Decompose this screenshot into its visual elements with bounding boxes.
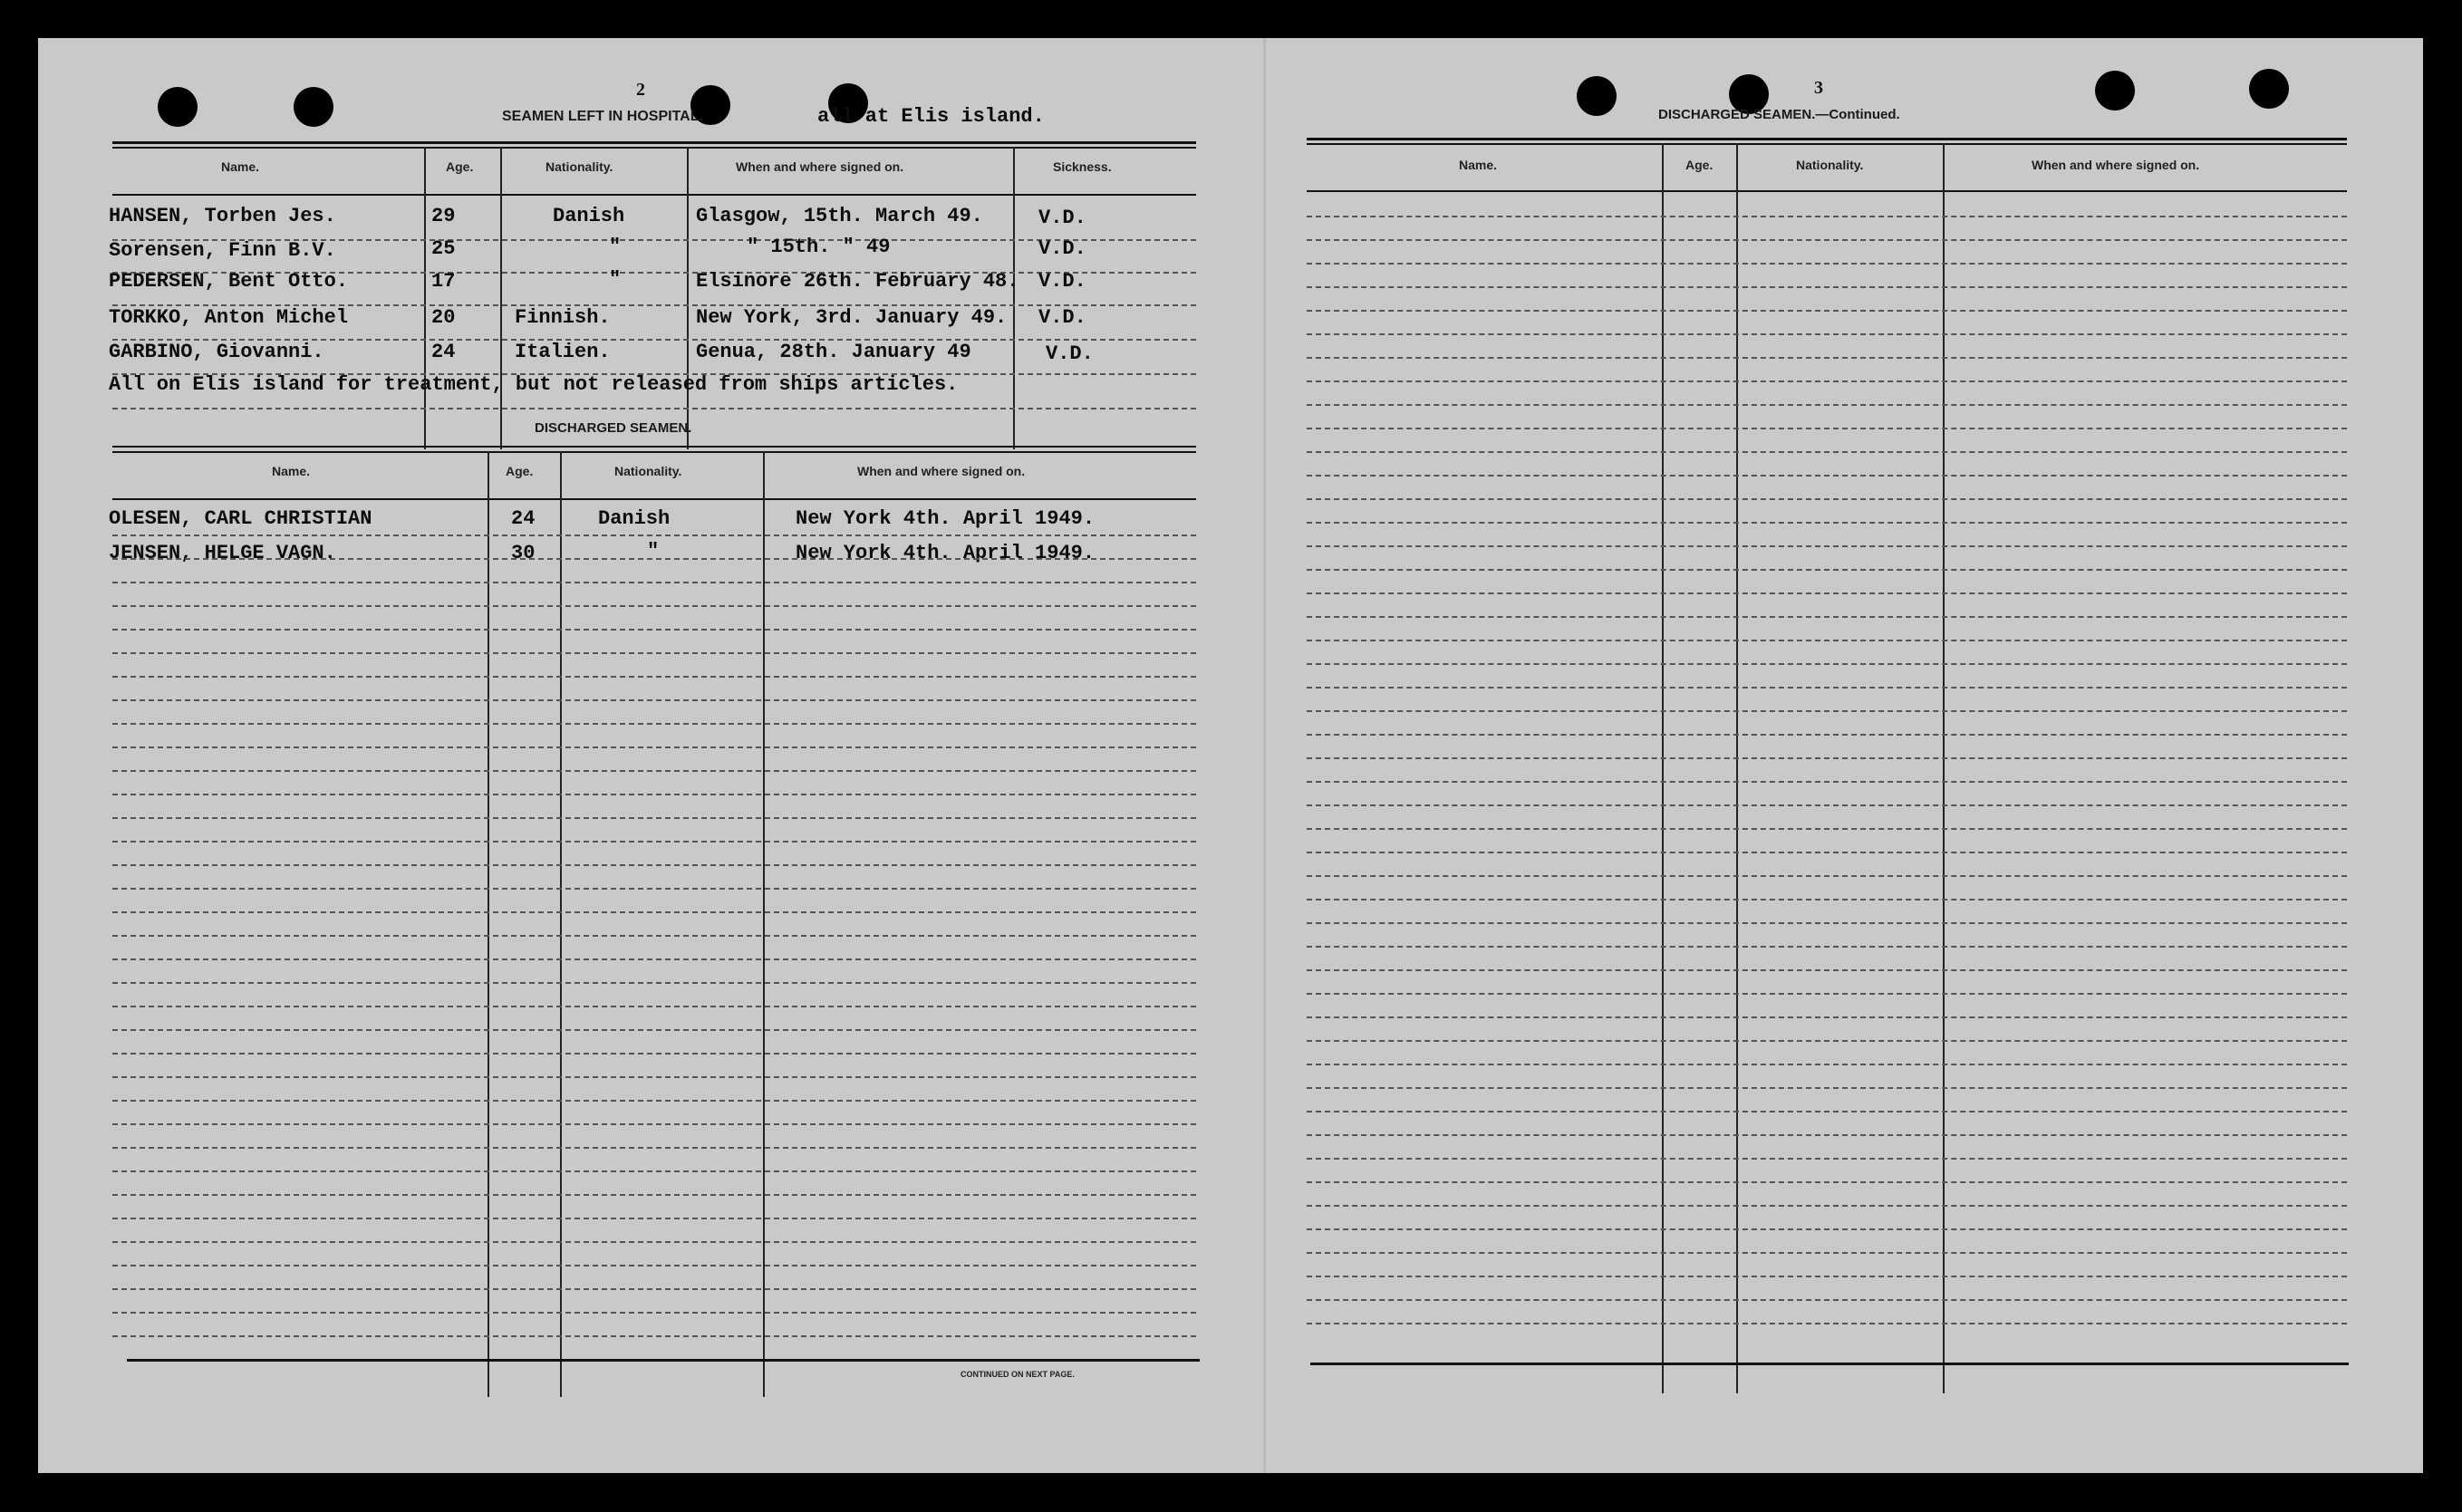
punch-hole — [2249, 69, 2289, 109]
continued-note: CONTINUED ON NEXT PAGE. — [961, 1370, 1075, 1379]
row-line — [1307, 616, 2347, 618]
hospital-title: SEAMEN LEFT IN HOSPITAL. — [502, 109, 703, 124]
document-sheet — [38, 38, 2423, 1473]
row-line — [1307, 263, 2347, 265]
row-line — [1307, 1158, 2347, 1160]
hospital-row-nationality: Finnish. — [515, 306, 611, 329]
row-line — [112, 558, 1196, 560]
discharged-row-signed: New York 4th. April 1949. — [796, 542, 1096, 564]
row-line — [1307, 993, 2347, 995]
row-line — [1307, 1323, 2347, 1324]
row-line — [1307, 969, 2347, 971]
row-line — [1307, 1228, 2347, 1230]
row-line — [112, 1076, 1196, 1078]
row-line — [1307, 828, 2347, 830]
row-line — [1307, 1040, 2347, 1042]
discharged-row-signed: New York 4th. April 1949. — [796, 507, 1096, 530]
page-number: 2 — [636, 80, 645, 100]
row-line — [1307, 1016, 2347, 1018]
col-divider — [424, 147, 426, 449]
row-line — [1307, 1064, 2347, 1065]
row-line — [1307, 946, 2347, 948]
rule — [127, 1359, 1200, 1362]
discharged-row-nationality: " — [647, 540, 660, 563]
row-line — [112, 817, 1196, 819]
row-line — [1307, 1134, 2347, 1136]
hospital-row-sickness: V.D. — [1038, 270, 1086, 293]
hospital-row-nationality: Italien. — [515, 341, 611, 363]
row-line — [1307, 310, 2347, 312]
row-line — [1307, 475, 2347, 477]
row-line — [112, 1265, 1196, 1266]
row-line — [112, 982, 1196, 984]
row-line — [112, 1123, 1196, 1125]
rule — [1310, 1363, 2349, 1365]
col-divider — [560, 451, 562, 1397]
row-line — [1307, 498, 2347, 500]
hospital-row-signed: Genua, 28th. January 49 — [696, 341, 971, 363]
row-line — [1307, 428, 2347, 429]
col-age: Age. — [1685, 158, 1714, 172]
rule — [112, 147, 1196, 149]
hospital-row-name: Sorensen, Finn B.V. — [109, 239, 336, 262]
rule — [112, 141, 1196, 144]
row-line — [112, 408, 1196, 409]
row-line — [1307, 852, 2347, 853]
discharged-row-nationality: Danish — [598, 507, 671, 530]
row-line — [1307, 1276, 2347, 1277]
hospital-footnote: All on Elis island for treatment, but not released from ships articles. — [109, 373, 959, 396]
hospital-row-age: 20 — [431, 306, 456, 329]
row-line — [112, 888, 1196, 890]
col-divider — [763, 451, 765, 1397]
rule — [1307, 143, 2347, 145]
page-number: 3 — [1814, 78, 1823, 98]
punch-hole — [294, 87, 333, 127]
punch-hole — [1577, 76, 1617, 116]
row-line — [1307, 734, 2347, 736]
row-line — [1307, 804, 2347, 806]
col-divider — [687, 147, 689, 449]
hospital-row-name: PEDERSEN, Bent Otto. — [109, 270, 349, 293]
col-signed: When and where signed on. — [736, 159, 904, 174]
row-line — [1307, 592, 2347, 594]
row-line — [112, 935, 1196, 937]
page-fold — [1263, 38, 1266, 1473]
col-divider — [488, 451, 489, 1397]
row-line — [112, 746, 1196, 748]
row-line — [112, 1218, 1196, 1219]
col-divider — [500, 147, 502, 449]
row-line — [1307, 404, 2347, 406]
discharged-row-age: 24 — [511, 507, 536, 530]
row-line — [1307, 357, 2347, 359]
hospital-row-nationality: " — [609, 268, 622, 291]
row-line — [1307, 899, 2347, 900]
row-line — [112, 1170, 1196, 1172]
row-line — [112, 652, 1196, 654]
row-line — [1307, 922, 2347, 924]
punch-hole — [2095, 71, 2135, 111]
row-line — [1307, 1087, 2347, 1089]
row-line — [1307, 216, 2347, 217]
discharged-title: DISCHARGED SEAMEN. — [535, 420, 692, 436]
row-line — [1307, 545, 2347, 547]
row-line — [112, 794, 1196, 795]
row-line — [112, 699, 1196, 701]
row-line — [1307, 239, 2347, 241]
row-line — [1307, 522, 2347, 524]
rule — [1307, 138, 2347, 140]
row-line — [112, 605, 1196, 607]
row-line — [1307, 1299, 2347, 1301]
col-name: Name. — [1459, 158, 1498, 172]
row-line — [112, 1147, 1196, 1149]
row-line — [1307, 1181, 2347, 1183]
row-line — [1307, 1252, 2347, 1254]
hospital-note: all at Elis island. — [817, 105, 1045, 128]
col-signed: When and where signed on. — [857, 464, 1026, 478]
row-line — [112, 723, 1196, 725]
row-line — [1307, 380, 2347, 382]
row-line — [1307, 333, 2347, 335]
rule — [112, 451, 1196, 453]
row-line — [112, 1312, 1196, 1314]
row-line — [1307, 451, 2347, 453]
row-line — [112, 958, 1196, 960]
col-name: Name. — [221, 159, 260, 174]
punch-hole — [158, 87, 198, 127]
row-line — [1307, 781, 2347, 783]
hospital-row-nationality: Danish — [553, 205, 625, 227]
discharged-row-name: OLESEN, CARL CHRISTIAN — [109, 507, 372, 530]
hospital-row-name: HANSEN, Torben Jes. — [109, 205, 336, 227]
hospital-row-signed: " 15th. " 49 — [747, 236, 891, 258]
row-line — [112, 1288, 1196, 1290]
row-line — [1307, 286, 2347, 288]
col-age: Age. — [446, 159, 474, 174]
col-nationality: Nationality. — [1796, 158, 1864, 172]
row-line — [1307, 1111, 2347, 1112]
row-line — [112, 911, 1196, 913]
hospital-row-signed: New York, 3rd. January 49. — [696, 306, 1008, 329]
col-signed: When and where signed on. — [2032, 158, 2200, 172]
hospital-row-age: 17 — [431, 270, 456, 293]
discharged-continued-title: DISCHARGED SEAMEN.—Continued. — [1658, 107, 1900, 122]
row-line — [1307, 687, 2347, 689]
col-age: Age. — [506, 464, 534, 478]
row-line — [112, 1194, 1196, 1196]
row-line — [112, 629, 1196, 631]
rule — [112, 446, 1196, 448]
row-line — [1307, 569, 2347, 571]
discharged-row-age: 30 — [511, 542, 536, 564]
col-nationality: Nationality. — [546, 159, 613, 174]
row-line — [1307, 757, 2347, 759]
row-line — [112, 841, 1196, 843]
row-line — [112, 1241, 1196, 1243]
row-line — [112, 770, 1196, 772]
row-line — [112, 676, 1196, 678]
row-line — [1307, 663, 2347, 665]
row-line — [1307, 875, 2347, 877]
row-line — [1307, 640, 2347, 641]
col-name: Name. — [272, 464, 311, 478]
col-nationality: Nationality. — [614, 464, 682, 478]
row-line — [1307, 710, 2347, 712]
hospital-row-age: 29 — [431, 205, 456, 227]
hospital-row-sickness: V.D. — [1038, 237, 1086, 260]
col-divider — [1013, 147, 1015, 449]
hospital-row-sickness: V.D. — [1038, 207, 1086, 229]
row-line — [112, 1006, 1196, 1007]
col-sickness: Sickness. — [1053, 159, 1112, 174]
rule — [112, 194, 1196, 196]
hospital-row-age: 25 — [431, 237, 456, 260]
row-line — [112, 864, 1196, 866]
hospital-row-sickness: V.D. — [1046, 342, 1094, 365]
row-line — [112, 1029, 1196, 1031]
hospital-row-name: GARBINO, Giovanni. — [109, 341, 324, 363]
rule — [1307, 190, 2347, 192]
row-line — [112, 1100, 1196, 1102]
hospital-row-name: TORKKO, Anton Michel — [109, 306, 349, 329]
row-line — [112, 534, 1196, 536]
hospital-row-age: 24 — [431, 341, 456, 363]
hospital-row-nationality: " — [609, 236, 622, 258]
row-line — [112, 1053, 1196, 1055]
hospital-row-signed: Glasgow, 15th. March 49. — [696, 205, 983, 227]
hospital-row-sickness: V.D. — [1038, 306, 1086, 329]
row-line — [112, 1335, 1196, 1337]
hospital-row-signed: Elsinore 26th. February 48. — [696, 270, 1019, 293]
row-line — [1307, 1205, 2347, 1207]
rule — [112, 498, 1196, 500]
discharged-row-name: JENSEN, HELGE VAGN. — [109, 542, 336, 564]
row-line — [112, 582, 1196, 583]
